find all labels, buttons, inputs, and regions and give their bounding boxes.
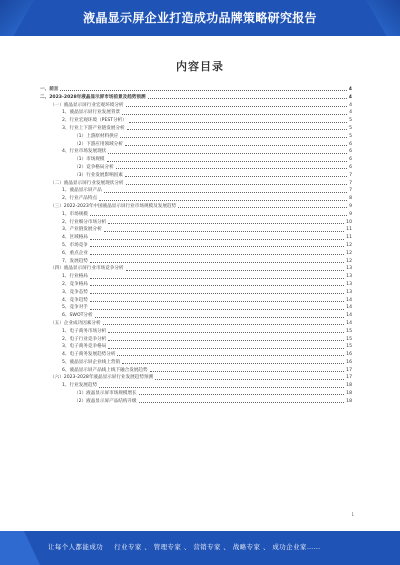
toc-entry-title: 一、前言	[40, 87, 59, 92]
toc-leader-dots	[108, 223, 344, 224]
toc-entry-title: 5、竞争对手	[62, 305, 88, 311]
page-number: 1	[351, 512, 354, 517]
toc-entry[interactable]	[40, 117, 352, 125]
toc-leader-dots	[90, 239, 344, 240]
toc-entry-title: 2、行业宏观环境（PEST分析）	[62, 118, 127, 124]
toc-entry[interactable]	[40, 351, 352, 359]
toc-entry-page: 7	[349, 172, 352, 178]
toc-leader-dots	[122, 114, 347, 115]
toc-leader-dots	[148, 98, 347, 99]
toc-entry-page: 11	[346, 235, 352, 241]
toc-heading: 内容目录	[176, 60, 224, 73]
toc-leader-dots	[90, 215, 347, 216]
toc-entry[interactable]	[40, 133, 352, 141]
toc-entry-page: 4	[348, 87, 352, 92]
toc-entry-page: 8	[349, 196, 352, 202]
toc-entry[interactable]	[40, 312, 352, 320]
toc-entry-title: （2）竞争格局分析	[74, 164, 114, 170]
toc-leader-dots	[90, 293, 344, 294]
toc-entry[interactable]	[40, 265, 352, 273]
toc-entry[interactable]	[40, 226, 352, 234]
toc-entry[interactable]	[40, 141, 352, 149]
toc-entry-title: 6、液晶显示屏产品线上线下融合发展趋势	[62, 367, 148, 373]
toc-leader-dots	[95, 317, 345, 318]
toc-entry-title: （二）液晶显示屏行业发展现状分析	[50, 180, 124, 186]
toc-leader-dots	[126, 184, 348, 185]
toc-leader-dots	[107, 161, 348, 162]
toc-entry[interactable]	[40, 297, 352, 305]
toc-leader-dots	[90, 301, 344, 302]
toc-entry-page: 15	[346, 344, 352, 350]
footer-slogan-line: 让每个人都能成功 行业专家 、 管理专家 、 营销专家 、 战略专家 、 成功企业家……	[48, 543, 321, 551]
report-title: 液晶显示屏企业打造成功品牌策略研究报告	[83, 11, 317, 25]
toc-entry-page: 15	[346, 336, 352, 342]
toc-entry[interactable]	[40, 109, 352, 117]
toc-entry[interactable]	[40, 343, 352, 351]
toc-entry-title: 2、竞争格局	[62, 281, 88, 287]
toc-entry[interactable]	[40, 94, 352, 102]
toc-entry[interactable]	[40, 172, 352, 180]
toc-entry-page: 18	[346, 391, 352, 397]
toc-entry[interactable]	[40, 164, 352, 172]
toc-leader-dots	[129, 122, 347, 123]
toc-entry-page: 6	[349, 149, 352, 155]
toc-entry-title: （六）2023-2028年液晶显示屏行业发展趋势预测	[50, 375, 154, 381]
toc-entry-page: 5	[349, 125, 352, 131]
toc-entry-title: 7、发展趋势	[62, 258, 88, 264]
table-of-contents	[40, 86, 352, 526]
toc-entry-page: 14	[346, 297, 352, 303]
toc-entry-title: 4、竞争趋势	[62, 297, 88, 303]
toc-leader-dots	[90, 309, 344, 310]
toc-entry-page: 7	[349, 180, 352, 186]
toc-leader-dots	[125, 145, 347, 146]
toc-leader-dots	[90, 278, 344, 279]
toc-entry[interactable]	[40, 187, 352, 195]
toc-entry-title: （一）液晶显示屏行业宏观环境分析	[50, 102, 124, 108]
toc-entry-title: 2、电子行业竞争分析	[62, 336, 107, 342]
toc-entry-title: （2）下游应用领域分析	[74, 141, 123, 147]
toc-entry-page: 14	[346, 313, 352, 319]
toc-leader-dots	[90, 246, 344, 247]
toc-entry[interactable]	[40, 219, 352, 227]
toc-entry[interactable]	[40, 359, 352, 367]
toc-entry-page: 9	[349, 211, 352, 217]
toc-leader-dots	[99, 387, 344, 388]
footer-item: 营销专家	[193, 543, 221, 551]
toc-entry-title: 5、液晶显示屏企业线上营销	[62, 359, 121, 365]
toc-entry-title: 3、竞争态势	[62, 289, 88, 295]
toc-leader-dots	[108, 340, 344, 341]
toc-entry-page: 13	[346, 274, 352, 280]
report-header	[0, 0, 400, 36]
toc-entry[interactable]	[40, 367, 352, 375]
toc-entry-page: 5	[349, 118, 352, 124]
toc-entry-title: （1）市场规模	[74, 157, 105, 163]
toc-entry-title: 1、电子商务市场分析	[62, 328, 107, 334]
toc-entry[interactable]	[40, 328, 352, 336]
toc-entry[interactable]	[40, 125, 352, 133]
footer-item: 成功企业家……	[272, 543, 321, 551]
toc-entry-page: 5	[349, 133, 352, 139]
toc-entry[interactable]	[40, 211, 352, 219]
toc-leader-dots	[104, 192, 347, 193]
toc-entry-page: 6	[349, 164, 352, 170]
toc-entry-title: 1、市场规模	[62, 211, 88, 217]
toc-entry-page: 10	[346, 219, 352, 225]
toc-entry-title: （3）行业发展影响因素	[74, 172, 123, 178]
toc-leader-dots	[122, 363, 344, 364]
toc-entry-page: 14	[346, 320, 352, 326]
toc-entry-page: 12	[346, 242, 352, 248]
toc-entry-title: 4、行业市场发展现状	[62, 149, 107, 155]
toc-entry[interactable]	[40, 390, 352, 398]
footer-decoration	[0, 531, 40, 565]
toc-leader-dots	[139, 402, 344, 403]
toc-entry-page: 15	[346, 328, 352, 334]
toc-leader-dots	[117, 355, 344, 356]
toc-entry[interactable]	[40, 258, 352, 266]
toc-entry-page: 6	[349, 141, 352, 147]
toc-entry-page: 13	[346, 289, 352, 295]
toc-leader-dots	[90, 254, 344, 255]
toc-entry-title: （1）液晶显示屏市场规模增长	[74, 391, 137, 397]
toc-entry-title: 5、市场竞争	[62, 242, 88, 248]
toc-entry-page: 16	[346, 352, 352, 358]
toc-entry-title: 1、液晶显示屏行业发展背景	[62, 110, 121, 116]
toc-entry-page: 17	[346, 367, 352, 373]
toc-leader-dots	[126, 106, 348, 107]
toc-leader-dots	[60, 90, 346, 91]
toc-entry-page: 17	[346, 375, 352, 381]
toc-entry[interactable]	[40, 336, 352, 344]
footer-item: 管理专家	[153, 543, 182, 551]
toc-entry-page: 12	[346, 250, 352, 256]
toc-leader-dots	[108, 348, 344, 349]
toc-leader-dots	[104, 231, 344, 232]
toc-entry-page: 6	[349, 157, 352, 163]
toc-entry[interactable]	[40, 273, 352, 281]
toc-entry-page: 12	[346, 258, 352, 264]
toc-entry-title: （1）上游原材料供应	[74, 133, 119, 139]
toc-entry-title: 4、电子商务发展趋势分析	[62, 352, 116, 358]
toc-leader-dots	[90, 285, 344, 286]
footer-item: 行业专家	[114, 543, 142, 551]
toc-entry[interactable]	[40, 289, 352, 297]
toc-entry-page: 13	[346, 266, 352, 272]
toc-entry-page: 14	[346, 305, 352, 311]
toc-entry[interactable]	[40, 195, 352, 203]
toc-entry-title: （五）企业成功因素分析	[50, 320, 101, 326]
toc-entry-page: 9	[349, 203, 352, 209]
toc-entry-title: （2）液晶显示屏产品结构升级	[74, 398, 137, 404]
toc-entry-page: 13	[346, 281, 352, 287]
toc-entry[interactable]	[40, 320, 352, 328]
toc-entry-title: 4、区域格局	[62, 235, 88, 241]
toc-entry[interactable]	[40, 304, 352, 312]
toc-leader-dots	[116, 168, 347, 169]
toc-leader-dots	[150, 371, 345, 372]
toc-entry-page: 4	[349, 102, 352, 108]
toc-entry-page: 16	[346, 359, 352, 365]
toc-entry[interactable]	[40, 281, 352, 289]
toc-leader-dots	[103, 324, 345, 325]
toc-leader-dots	[108, 153, 347, 154]
toc-leader-dots	[155, 379, 344, 380]
toc-leader-dots	[99, 200, 347, 201]
toc-entry-title: 二、2023-2028年液晶显示屏市场前景及趋势预测	[40, 94, 146, 100]
report-footer	[0, 531, 400, 565]
toc-entry[interactable]	[40, 398, 352, 406]
toc-entry-title: 2、行业细分市场分析	[62, 219, 107, 225]
toc-leader-dots	[126, 270, 345, 271]
toc-entry[interactable]	[40, 203, 352, 211]
toc-leader-dots	[127, 129, 347, 130]
toc-entry-title: 6、重点企业	[62, 250, 88, 256]
toc-entry[interactable]	[40, 180, 352, 188]
toc-entry[interactable]	[40, 102, 352, 110]
toc-entry-title: 1、行业发展趋势	[62, 383, 98, 389]
toc-entry[interactable]	[40, 234, 352, 242]
toc-entry[interactable]	[40, 86, 352, 94]
footer-slogan: 让每个人都能成功	[48, 543, 104, 551]
toc-entry-page: 4	[349, 110, 352, 116]
toc-entry[interactable]	[40, 148, 352, 156]
footer-item: 战略专家	[232, 543, 261, 551]
toc-entry[interactable]	[40, 382, 352, 390]
toc-entry-title: 3、产业链发展分析	[62, 227, 102, 233]
toc-entry[interactable]	[40, 250, 352, 258]
toc-entry-title: 3、电子商务竞争格局	[62, 344, 107, 350]
toc-entry-title: 3、行业上下游产业链发展分析	[62, 125, 125, 131]
toc-entry-title: 1、行业格局	[62, 274, 88, 280]
toc-entry-title: 1、液晶显示屏产品	[62, 188, 102, 194]
toc-entry-page: 18	[346, 383, 352, 389]
toc-entry-title: 6、SWOT分析	[62, 313, 93, 319]
toc-entry[interactable]	[40, 156, 352, 164]
toc-entry[interactable]	[40, 374, 352, 382]
toc-leader-dots	[90, 262, 344, 263]
toc-leader-dots	[139, 394, 344, 395]
toc-entry-page: 4	[348, 94, 352, 100]
toc-entry-page: 11	[346, 227, 352, 233]
toc-entry-title: （三）2022-2023年中国液晶显示屏行业市场规模及发展趋势	[50, 203, 177, 209]
toc-entry-page: 18	[346, 398, 352, 404]
toc-entry-title: 2、行业产品特点	[62, 196, 98, 202]
toc-entry-page: 7	[349, 188, 352, 194]
toc-entry-title: （四）液晶显示屏行业市场竞争分析	[50, 266, 124, 272]
toc-leader-dots	[108, 332, 344, 333]
toc-leader-dots	[125, 176, 347, 177]
toc-leader-dots	[178, 207, 347, 208]
toc-leader-dots	[120, 137, 347, 138]
toc-entry[interactable]	[40, 242, 352, 250]
